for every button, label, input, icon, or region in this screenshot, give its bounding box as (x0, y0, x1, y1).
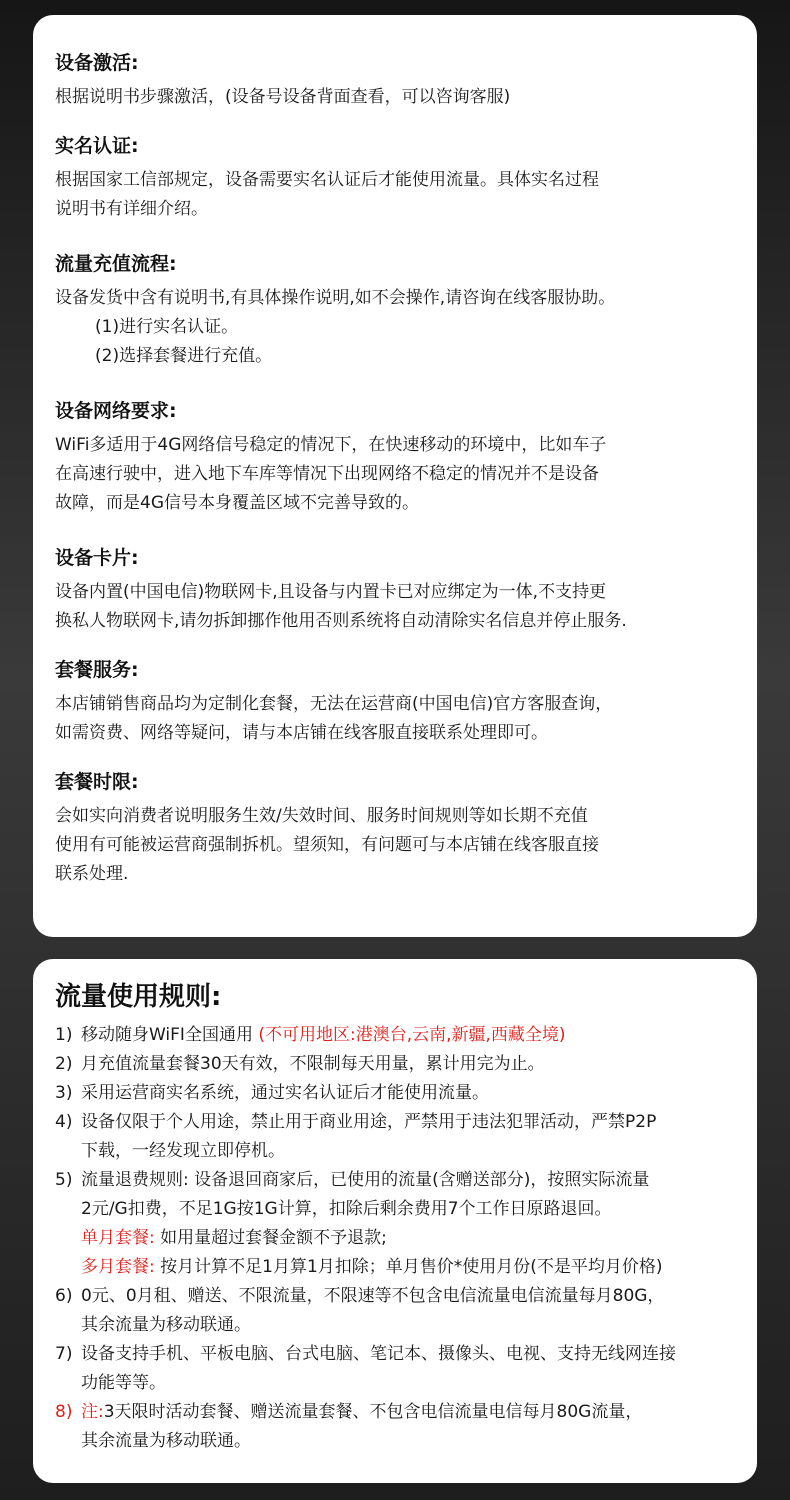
rule-subitem-multi (81, 1253, 735, 1282)
rule-text (81, 1282, 735, 1340)
device-info-card (33, 15, 757, 937)
section-text-block (55, 431, 735, 518)
section-package-service (55, 656, 735, 748)
rule-number: 3) (55, 1083, 73, 1103)
section-text-block (55, 166, 735, 224)
single-month-label: 单月套餐: (81, 1228, 155, 1248)
multi-month-label: 多月套餐: (81, 1257, 155, 1277)
rule-text-line: 其余流量为移动联通。 (81, 1431, 251, 1451)
section-text-line: 联系处理. (55, 864, 129, 884)
section-text-line: 说明书有详细介绍。 (55, 199, 208, 219)
section-text-line: 会如实向消费者说明服务生效/失效时间、服务时间规则等如长期不充值 (55, 806, 588, 826)
section-text-line: 使用有可能被运营商强制拆机。望须知，有问题可与本店铺在线客服直接 (55, 835, 599, 855)
rule-text-line (81, 1398, 735, 1427)
section-text-line: 在高速行驶中，进入地下车库等情况下出现网络不稳定的情况并不是设备 (55, 464, 599, 484)
section-text-line: 设备内置(中国电信)物联网卡,且设备与内置卡已对应绑定为一体,不支持更 (55, 582, 607, 602)
rule-item (55, 1079, 735, 1108)
step-item: (1)进行实名认证。 (95, 317, 239, 337)
rule-item (55, 1050, 735, 1079)
rule-subitem-single (81, 1224, 735, 1253)
rule-text (81, 1108, 735, 1166)
rule-item (55, 1166, 735, 1282)
rule-number: 1) (55, 1025, 73, 1045)
rule-number: 8) (55, 1402, 73, 1422)
section-title: 设备激活: (55, 52, 139, 74)
section-title: 流量充值流程: (55, 253, 177, 275)
rule-number: 5) (55, 1170, 73, 1190)
section-text-line: 故障，而是4G信号本身覆盖区域不完善导致的。 (55, 493, 419, 513)
section-text-block (55, 802, 735, 889)
rule-text: 采用运营商实名系统，通过实名认证后才能使用流量。 (81, 1083, 489, 1103)
note-label: 注: (81, 1402, 104, 1422)
section-title: 套餐时限: (55, 771, 139, 793)
rule-number: 7) (55, 1344, 73, 1364)
multi-month-text: 按月计算不足1月算1月扣除；单月售价*使用月份(不是平均月价格) (154, 1257, 663, 1277)
rule-text-line: 设备支持手机、平板电脑、台式电脑、笔记本、摄像头、电视、支持无线网连接 (81, 1344, 676, 1364)
section-text-line: 本店铺销售商品均为定制化套餐，无法在运营商(中国电信)官方客服查询， (55, 694, 613, 714)
rule-item (55, 1282, 735, 1340)
rule-text-line: 下载，一经发现立即停机。 (81, 1141, 285, 1161)
rule-item (55, 1108, 735, 1166)
section-text-line: 换私人物联网卡,请勿拆卸挪作他用否则系统将自动清除实名信息并停止服务. (55, 611, 627, 631)
section-activation (55, 49, 735, 112)
section-network (55, 397, 735, 518)
rule-text-line: 0元、0月租、赠送、不限流量，不限速等不包含电信流量电信流量每月80G， (81, 1286, 665, 1306)
rule-text-main: 移动随身WiFI全国通用 (81, 1025, 259, 1045)
section-sim-card (55, 544, 735, 636)
single-month-text: 如用量超过套餐金额不予退款; (154, 1228, 387, 1248)
rule-text-line: 其余流量为移动联通。 (81, 1315, 251, 1335)
section-text-block (55, 690, 735, 748)
section-title: 设备卡片: (55, 547, 139, 569)
rule-item (55, 1340, 735, 1398)
section-text-line: WiFi多适用于4G网络信号稳定的情况下，在快速移动的环境中，比如车子 (55, 435, 607, 455)
section-real-name (55, 132, 735, 224)
rule-text-line: 功能等等。 (81, 1373, 166, 1393)
rule-text (81, 1021, 735, 1050)
rule-text (81, 1340, 735, 1398)
section-text: 根据说明书步骤激活，(设备号设备背面查看，可以咨询客服) (55, 87, 511, 107)
section-text-block (55, 578, 735, 636)
rule-number: 4) (55, 1112, 73, 1132)
section-recharge-flow (55, 250, 735, 371)
section-text-line: 根据国家工信部规定，设备需要实名认证后才能使用流量。具体实名过程 (55, 170, 599, 190)
usage-rules-card (33, 959, 757, 1483)
rule-text-line: 流量退费规则: 设备退回商家后，已使用的流量(含赠送部分)，按照实际流量 (81, 1170, 650, 1190)
rule-text-warning: (不可用地区:港澳台,云南,新疆,西藏全境) (258, 1025, 566, 1045)
section-text-line: 如需资费、网络等疑问，请与本店铺在线客服直接联系处理即可。 (55, 723, 548, 743)
step-item: (2)选择套餐进行充值。 (95, 346, 273, 366)
rule-text (81, 1398, 735, 1456)
rule-item (55, 1021, 735, 1050)
rules-title: 流量使用规则: (55, 982, 222, 1012)
rule-number: 6) (55, 1286, 73, 1306)
section-package-time-limit (55, 768, 735, 889)
section-title: 套餐服务: (55, 659, 139, 681)
rule-number: 2) (55, 1054, 73, 1074)
rule-text-line: 设备仅限于个人用途，禁止用于商业用途，严禁用于违法犯罪活动，严禁P2P (81, 1112, 657, 1132)
rule-text: 月充值流量套餐30天有效，不限制每天用量，累计用完为止。 (81, 1054, 545, 1074)
section-text: 设备发货中含有说明书,有具体操作说明,如不会操作,请咨询在线客服协助。 (55, 288, 616, 308)
rule-item (55, 1398, 735, 1456)
note-text: 3天限时活动套餐、赠送流量套餐、不包含电信流量电信每月80G流量， (103, 1402, 643, 1422)
rule-text-line: 2元/G扣费，不足1G按1G计算，扣除后剩余费用7个工作日原路退回。 (81, 1199, 612, 1219)
section-title: 实名认证: (55, 135, 139, 157)
section-title: 设备网络要求: (55, 400, 177, 422)
rule-text (81, 1166, 735, 1282)
